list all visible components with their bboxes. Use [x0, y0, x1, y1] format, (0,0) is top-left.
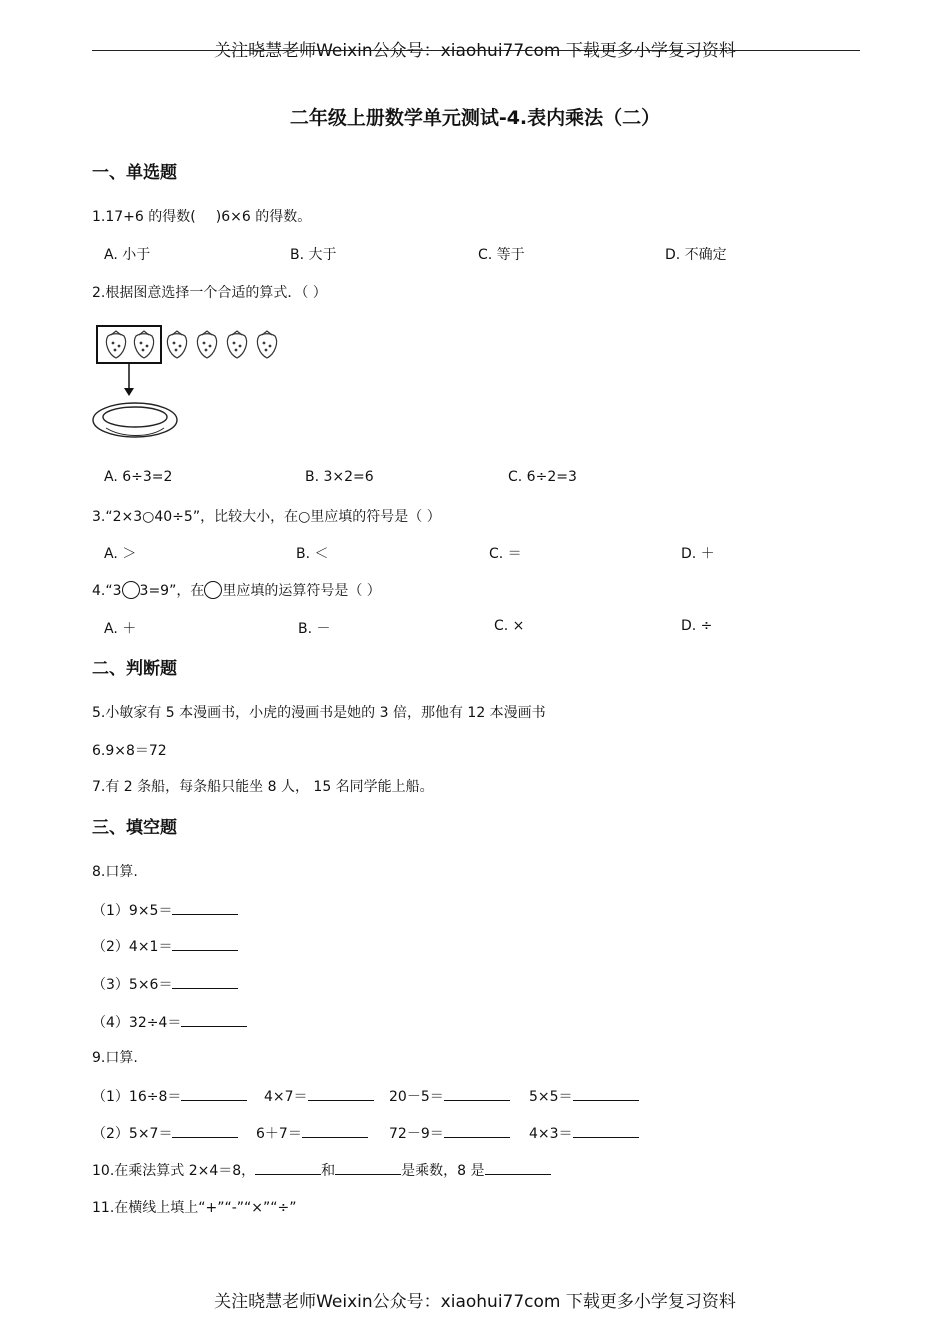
- q9-row-1-item-1-label: （1）16÷8＝: [92, 1089, 182, 1105]
- q1-option-b[interactable]: B. 大于: [290, 247, 337, 263]
- q4-option-c[interactable]: C. ×: [494, 618, 525, 634]
- strawberry-icon: [227, 331, 246, 358]
- answer-blank[interactable]: [573, 1125, 639, 1138]
- plate-icon: [93, 403, 177, 437]
- q2-option-c[interactable]: C. 6÷2=3: [508, 469, 577, 485]
- q9-row-1-item-3: [389, 1086, 510, 1106]
- q9-row-2-item-2: [256, 1123, 368, 1143]
- q9-row-1-item-2-label: 4×7＝: [264, 1089, 308, 1105]
- q4-option-b[interactable]: B. －: [298, 621, 331, 637]
- question-4-stem-c: 里应填的运算符号是（ ）: [222, 583, 381, 599]
- q8-item-4-label: （4）32÷4＝: [92, 1015, 182, 1031]
- question-1-stem-a: 1.17+6 的得数(: [92, 209, 196, 225]
- question-5: 5.小敏家有 5 本漫画书，小虎的漫画书是她的 3 倍，那他有 12 本漫画书: [92, 705, 546, 721]
- q9-row-2-item-4-label: 4×3＝: [529, 1126, 573, 1142]
- q8-item-3-label: （3）5×6＝: [92, 977, 173, 993]
- question-11: 11.在横线上填上“+”“-”“×”“÷”: [92, 1200, 297, 1216]
- q3-option-c[interactable]: C. ＝: [489, 546, 522, 562]
- answer-blank[interactable]: [444, 1088, 510, 1101]
- question-10-part-c: 是乘数，8 是: [401, 1163, 485, 1179]
- header-rule: [92, 50, 860, 51]
- page-title: 二年级上册数学单元测试-4.表内乘法（二）: [289, 107, 661, 129]
- strawberry-icon: [134, 331, 153, 358]
- q8-item-3: [92, 974, 238, 994]
- question-3-stem: 3.“2×3○40÷5”，比较大小，在○里应填的符号是（ ）: [92, 509, 441, 525]
- answer-blank[interactable]: [172, 938, 238, 951]
- q9-row-2-item-3: [389, 1123, 510, 1143]
- section-heading-true-false: 二、判断题: [92, 659, 177, 679]
- question-4-stem-b: 3=9”，在: [139, 583, 205, 599]
- q8-item-2-label: （2）4×1＝: [92, 939, 173, 955]
- answer-blank[interactable]: [573, 1088, 639, 1101]
- q3-option-d[interactable]: D. ＋: [681, 546, 715, 562]
- q9-row-1-item-1: [92, 1086, 247, 1106]
- q8-item-2: [92, 936, 238, 956]
- q9-row-1-item-3-label: 20－5＝: [389, 1089, 444, 1105]
- answer-blank[interactable]: [181, 1088, 247, 1101]
- q9-row-2-item-1-label: （2）5×7＝: [92, 1126, 173, 1142]
- answer-blank[interactable]: [172, 902, 238, 915]
- strawberry-plate-figure: [92, 320, 292, 445]
- strawberry-icon: [167, 331, 186, 358]
- question-1: [92, 206, 311, 226]
- q9-row-1-item-4-label: 5×5＝: [529, 1089, 573, 1105]
- question-7: 7.有 2 条船，每条船只能坐 8 人， 15 名同学能上船。: [92, 779, 434, 795]
- question-9-stem: 9.口算.: [92, 1050, 138, 1066]
- q2-option-a[interactable]: A. 6÷3=2: [104, 469, 173, 485]
- q8-item-1-label: （1）9×5＝: [92, 903, 173, 919]
- q4-option-d[interactable]: D. ÷: [681, 618, 713, 634]
- answer-blank[interactable]: [255, 1162, 321, 1175]
- answer-blank[interactable]: [444, 1125, 510, 1138]
- q1-option-c[interactable]: C. 等于: [478, 247, 525, 263]
- question-2-stem: 2.根据图意选择一个合适的算式．（ ）: [92, 285, 327, 301]
- question-6: 6.9×8＝72: [92, 743, 167, 759]
- q1-option-d[interactable]: D. 不确定: [665, 247, 727, 263]
- question-4-stem-a: 4.“3: [92, 583, 122, 599]
- answer-blank[interactable]: [181, 1014, 247, 1027]
- answer-blank[interactable]: [335, 1162, 401, 1175]
- q9-row-2-item-3-label: 72－9＝: [389, 1126, 444, 1142]
- circle-blank-icon: [204, 581, 222, 599]
- question-10-part-a: 10.在乘法算式 2×4＝8，: [92, 1163, 256, 1179]
- strawberry-icon: [257, 331, 276, 358]
- section-heading-fill-blank: 三、填空题: [92, 818, 177, 838]
- answer-blank[interactable]: [308, 1088, 374, 1101]
- answer-blank[interactable]: [302, 1125, 368, 1138]
- q9-row-1-item-2: [264, 1086, 374, 1106]
- answer-blank[interactable]: [485, 1162, 551, 1175]
- q4-option-a[interactable]: A. ＋: [104, 621, 137, 637]
- q9-row-2-item-2-label: 6＋7＝: [256, 1126, 302, 1142]
- question-10-part-b: 和: [321, 1163, 336, 1179]
- question-10: [92, 1160, 551, 1180]
- q9-row-1-item-4: [529, 1086, 639, 1106]
- q9-row-2-item-1: [92, 1123, 238, 1143]
- answer-blank[interactable]: [172, 1125, 238, 1138]
- q3-option-a[interactable]: A. ＞: [104, 546, 137, 562]
- strawberry-icon: [197, 331, 216, 358]
- q8-item-4: [92, 1012, 247, 1032]
- header-banner: 关注晓慧老师Weixin公众号：xiaohui77com 下载更多小学复习资料: [214, 41, 736, 61]
- q9-row-2-item-4: [529, 1123, 639, 1143]
- q2-option-b[interactable]: B. 3×2=6: [305, 469, 374, 485]
- q1-option-a[interactable]: A. 小于: [104, 247, 151, 263]
- question-1-stem-b: )6×6 的得数。: [215, 209, 312, 225]
- section-heading-single-choice: 一、单选题: [92, 163, 177, 183]
- q8-item-1: [92, 900, 238, 920]
- question-4: [92, 580, 381, 600]
- question-8-stem: 8.口算.: [92, 864, 138, 880]
- q3-option-b[interactable]: B. ＜: [296, 546, 329, 562]
- footer-banner: 关注晓慧老师Weixin公众号：xiaohui77com 下载更多小学复习资料: [214, 1292, 736, 1312]
- circle-blank-icon: [122, 581, 140, 599]
- strawberry-icon: [106, 331, 125, 358]
- answer-blank[interactable]: [172, 976, 238, 989]
